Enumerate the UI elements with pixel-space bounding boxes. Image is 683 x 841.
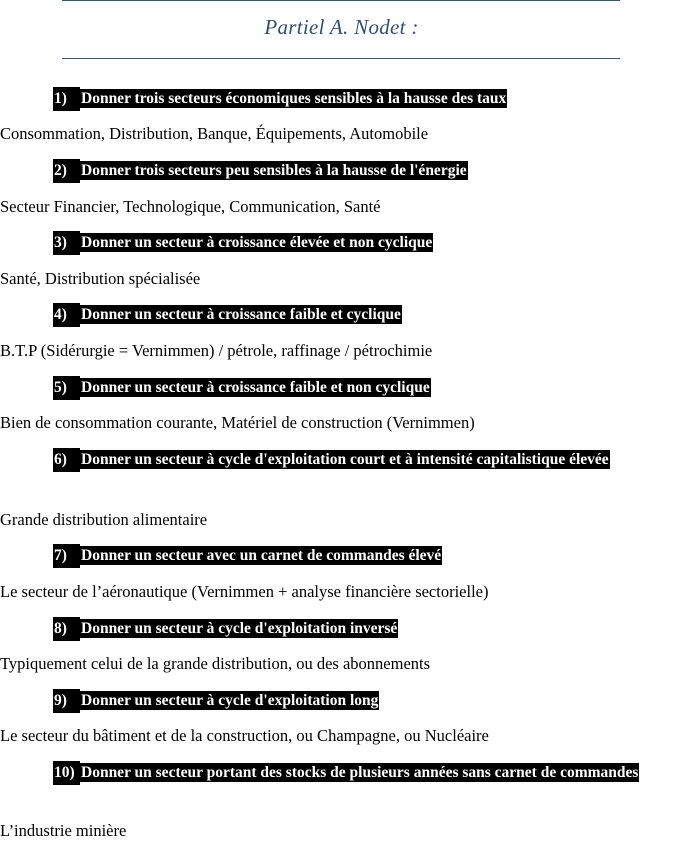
question-1 [53,87,507,111]
question-number: 2) [53,159,80,183]
question-text: Donner un secteur à cycle d'exploitation court et à intensité capitalistique élevée [81,451,609,468]
question-text: Donner un secteur à cycle d'exploitation inversé [81,620,398,637]
header-rule-top [62,0,620,1]
answer-3: Santé, Distribution spécialisée [0,269,201,288]
question-text: Donner un secteur avec un carnet de commandes élevé [81,547,442,564]
answer-6: Grande distribution alimentaire [0,510,208,529]
answer-4: B.T.P (Sidérurgie = Vernimmen) / pétrole, raffinage / pétrochimie [0,341,433,360]
question-2 [53,159,468,183]
question-4 [53,303,402,327]
answer-10: L’industrie minière [0,821,127,840]
question-number: 1) [53,87,80,111]
question-text: Donner un secteur à croissance élevée et non cyclique [81,234,433,251]
header-rule-bottom [62,58,620,59]
answer-2: Secteur Financier, Technologique, Communication, Santé [0,197,381,216]
question-text: Donner un secteur portant des stocks de plusieurs années sans carnet de commandes [81,764,639,781]
answer-8: Typiquement celui de la grande distribution, ou des abonnements [0,654,431,673]
question-10 [53,761,683,785]
question-text: Donner trois secteurs peu sensibles à la hausse de l'énergie [81,162,467,179]
answer-9: Le secteur du bâtiment et de la construction, ou Champagne, ou Nucléaire [0,726,489,745]
question-text: Donner trois secteurs économiques sensibles à la hausse des taux [81,90,507,107]
question-text: Donner un secteur à croissance faible et non cyclique [81,379,430,396]
question-number: 10) [53,761,80,785]
question-number: 6) [53,448,80,472]
answer-1: Consommation, Distribution, Banque, Équipements, Automobile [0,124,429,143]
question-number: 4) [53,303,80,327]
question-number: 8) [53,617,80,641]
question-9 [53,689,379,713]
question-6 [53,448,683,472]
answer-5: Bien de consommation courante, Matériel de construction (Vernimmen) [0,413,475,432]
question-text: Donner un secteur à cycle d'exploitation long [81,692,379,709]
question-text: Donner un secteur à croissance faible et cyclique [81,306,401,323]
question-7 [53,544,442,568]
answer-7: Le secteur de l’aéronautique (Vernimmen + analyse financière sectorielle) [0,582,489,601]
page-title: Partiel A. Nodet : [264,15,419,39]
question-number: 3) [53,231,80,255]
question-3 [53,231,433,255]
question-8 [53,617,398,641]
question-number: 5) [53,376,80,400]
question-number: 9) [53,689,80,713]
question-number: 7) [53,544,80,568]
question-5 [53,376,431,400]
